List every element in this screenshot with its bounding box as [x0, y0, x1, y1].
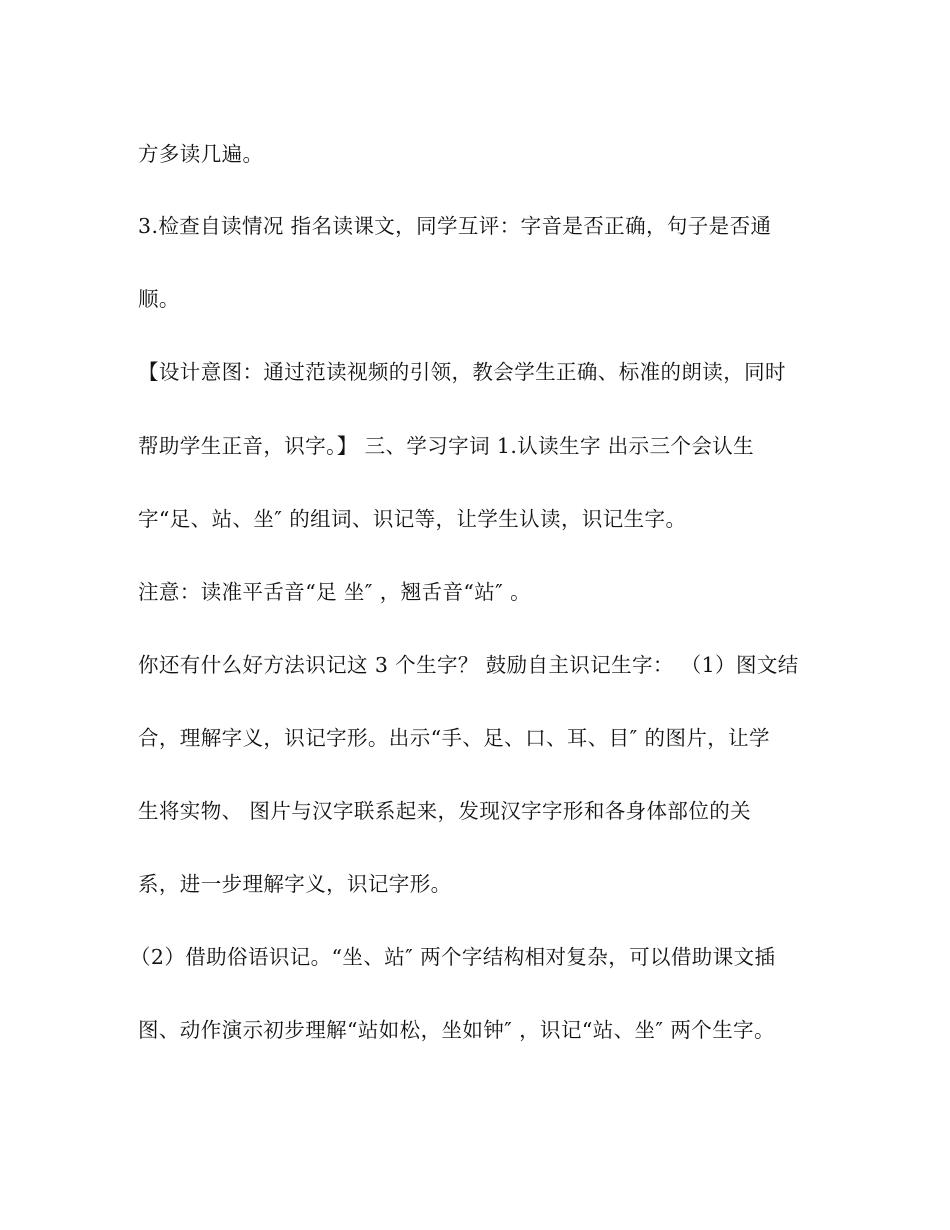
text-line: 合，理解字义，识记字形。出示“手、足、口、耳、目″ 的图片，让学 — [138, 726, 770, 750]
text-line: 3.检查自读情况 指名读课文，同学互评：字音是否正确，句子是否通 — [138, 214, 772, 238]
text-line: 字“足、站、坐″ 的组词、识记等，让学生认读，识记生字。 — [138, 507, 687, 531]
text-line: （2）借助俗语识记。“坐、站″ 两个字结构相对复杂，可以借助课文插 — [130, 945, 776, 969]
text-line: 方多读几遍。 — [138, 142, 264, 166]
text-line: 系，进一步理解字义，识记字形。 — [138, 872, 452, 896]
text-line: 顺。 — [138, 287, 180, 311]
text-line: 注意：读准平舌音“足 坐″ ，翘舌音“站″ 。 — [138, 580, 532, 604]
text-line: 【设计意图：通过范读视频的引领，教会学生正确、标准的朗读，同时 — [138, 360, 786, 384]
text-line: 你还有什么好方法识记这 3 个生字？ 鼓励自主识记生字： （1）图文结 — [138, 653, 799, 677]
text-line: 帮助学生正音，识字。】 三、学习字词 1.认读生字 出示三个会认生 — [138, 434, 755, 458]
text-line: 生将实物、 图片与汉字联系起来，发现汉字字形和各身体部位的关 — [138, 799, 752, 823]
text-line: 图、动作演示初步理解“站如松，坐如钟″ ，识记“站、坐″ 两个生字。 — [138, 1018, 775, 1042]
